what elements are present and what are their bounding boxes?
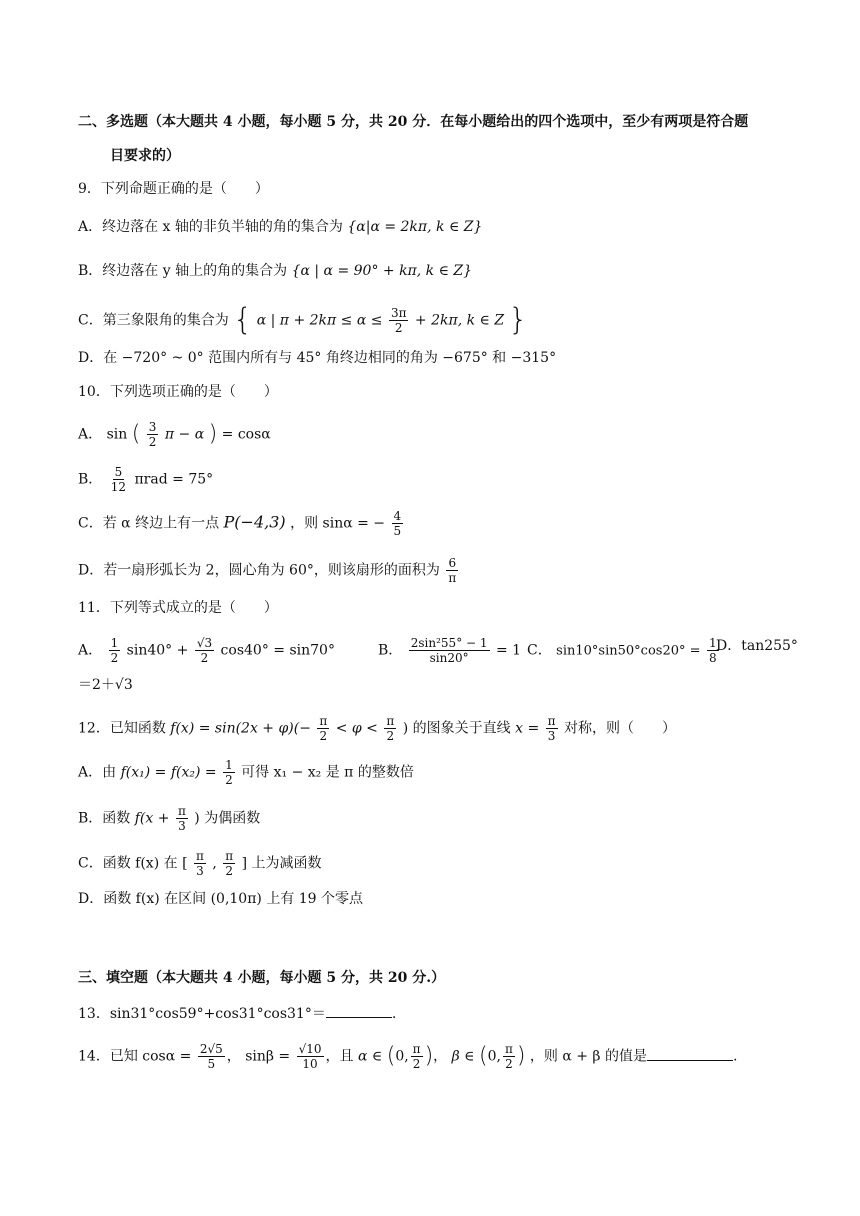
q12-f1-den: 2 (319, 729, 328, 743)
q14-int2-num: π (504, 1042, 513, 1056)
q12-c-f2-num: π (225, 849, 234, 863)
section-heading-continuation: 目要求的） (110, 148, 180, 164)
paren-open-icon: ( (131, 421, 141, 447)
q12-a-fraction (223, 758, 235, 787)
q12-stem-x: x = (515, 720, 540, 737)
q11-a-label: A． (78, 642, 103, 659)
q12-c-comma: , (212, 855, 217, 872)
q11-b-fraction (409, 636, 490, 665)
q9-c-text: C．第三象限角的集合为 (78, 312, 229, 329)
q14-sep2: ，且 (325, 1048, 354, 1065)
q14-cos-expr: cosα = (142, 1048, 192, 1065)
paren-close-icon: ) (424, 1043, 434, 1069)
section-heading-multiple-choice: 二、多选题（本大题共 4 小题，每小题 5 分，共 20 分．在每小题给出的四个选项中，至少有两项是符合题 (78, 114, 749, 130)
q13-end: . (391, 1006, 397, 1022)
q11-option-c (527, 636, 721, 665)
q10-a-frac-den: 2 (148, 435, 157, 449)
q10-d-frac-num: 6 (448, 556, 457, 570)
q10-option-b (78, 465, 213, 494)
q10-b-post: πrad = 75° (134, 471, 214, 488)
q12-a-post: 可得 x₁ − x₂ 是 π 的整数倍 (241, 764, 414, 781)
q14-cos-fraction (198, 1042, 225, 1071)
q12-stem-fraction-2 (384, 714, 396, 743)
q11-b-den: sin20° (429, 651, 469, 665)
q10-d-fraction (446, 556, 458, 585)
q12-stem-post: ) 的图象关于直线 (402, 720, 511, 737)
q11-option-d: D．tan255° (716, 638, 798, 654)
q9-a-set: {α|α = 2kπ, k ∈ Z} (347, 219, 483, 235)
question-11-stem: 11．下列等式成立的是（ ） (78, 600, 278, 616)
q11-a-fraction-1 (109, 636, 121, 665)
q10-option-c (78, 509, 405, 538)
q12-b-fraction (176, 804, 188, 833)
q12-c-fraction-2 (223, 849, 235, 878)
q14-sin-num: √10 (298, 1042, 322, 1056)
q12-a-expr: f(x₁) = f(x₂) = (120, 764, 217, 781)
q11-a-mid2: cos40° = sin70° (220, 642, 335, 659)
q11-a-f1-den: 2 (110, 651, 119, 665)
q14-int1-num: π (412, 1042, 421, 1056)
paren-open-icon: ( (478, 1043, 488, 1069)
q11-a-f2-den: 2 (200, 651, 209, 665)
q12-option-a (78, 758, 414, 787)
q12-f2-num: π (386, 714, 395, 728)
q12-b-expr: f(x + (134, 810, 170, 827)
q14-interval-fraction-1 (411, 1042, 423, 1071)
q12-c-f2-den: 2 (225, 864, 233, 878)
q10-c-frac-den: 5 (393, 524, 402, 538)
q14-sin-expr: sinβ = (245, 1048, 291, 1065)
q11-a-f2-num: √3 (196, 636, 213, 650)
q12-c-f1-den: 3 (196, 864, 204, 878)
q14-cos-den: 5 (207, 1057, 216, 1071)
question-12-stem (78, 714, 676, 743)
q10-b-label: B． (78, 471, 103, 488)
q10-b-fraction (109, 465, 128, 494)
q12-stem-end: 对称，则（ ） (563, 720, 676, 737)
q14-cos-num: 2√5 (199, 1042, 223, 1056)
q12-stem-fraction-1 (317, 714, 329, 743)
q14-interval-fraction-2 (503, 1042, 515, 1071)
q10-b-frac-den: 12 (110, 480, 127, 494)
q9-b-set: {α | α = 90° + kπ, k ∈ Z} (291, 263, 473, 279)
q10-c-frac-num: 4 (393, 509, 402, 523)
question-14 (78, 1042, 737, 1071)
q11-a-fraction-2 (195, 636, 214, 665)
paren-close-icon: ) (516, 1043, 526, 1069)
q14-int1-den: 2 (412, 1057, 421, 1071)
q12-stem-fraction-3 (546, 714, 558, 743)
q10-option-d (78, 556, 460, 585)
q10-a-rhs: = cosα (221, 426, 271, 443)
q10-a-frac-num: 3 (148, 420, 157, 434)
q11-c-frac-den: 8 (708, 651, 717, 665)
q10-a-label: A． (78, 426, 103, 443)
q12-b-pre: B．函数 (78, 810, 131, 827)
q14-answer-blank[interactable] (647, 1046, 733, 1061)
q12-a-frac-den: 2 (225, 773, 233, 787)
q12-f1-num: π (319, 714, 328, 728)
q10-a-fraction (147, 420, 159, 449)
q12-stem-func: f(x) = sin(2x + φ)(− (170, 720, 311, 737)
section-heading-fill-in: 三、填空题（本大题共 4 小题，每小题 5 分，共 20 分.） (78, 970, 446, 986)
q12-option-b (78, 804, 260, 833)
question-13 (78, 1003, 396, 1024)
q10-c-mid: ，则 (290, 515, 319, 532)
q11-b-num: 2sin²55° − 1 (410, 636, 488, 650)
brace-open-icon: { (233, 302, 253, 338)
q11-b-rhs: = 1 (495, 642, 522, 659)
q12-stem-mid: < φ < (335, 720, 378, 737)
q9-a-text: A．终边落在 x 轴的非负半轴的角的集合为 (78, 219, 343, 235)
q10-c-text: C．若 α 终边上有一点 (78, 515, 220, 532)
q10-option-a (78, 420, 271, 449)
question-9-stem: 9．下列命题正确的是（ ） (78, 181, 269, 197)
q12-option-d: D．函数 f(x) 在区间 (0,10π) 上有 19 个零点 (78, 891, 364, 907)
q14-end: . (732, 1048, 738, 1065)
q12-c-post: ] 上为减函数 (241, 855, 322, 872)
q11-c-frac-num: 1 (708, 636, 717, 650)
q13-text: 13．sin31°cos59°+cos31°cos31°＝ (78, 1006, 326, 1022)
q14-sin-fraction (297, 1042, 324, 1071)
q9-c-frac-num: 3π (390, 306, 407, 320)
q11-c-expr: sin10°sin50°cos20° = (556, 643, 701, 659)
q12-b-post: ) 为偶函数 (194, 810, 261, 827)
q11-a-mid1: sin40° + (126, 642, 189, 659)
q10-c-point: P(−4,3) (223, 512, 286, 532)
q12-c-f1-num: π (195, 849, 204, 863)
q9-b-text: B．终边落在 y 轴上的角的集合为 (78, 263, 288, 279)
q11-option-b (378, 636, 521, 665)
q9-option-d: D．在 −720° ~ 0° 范围内所有与 45° 角终边相同的角为 −675° 和 −315° (78, 350, 557, 366)
q11-c-label: C． (527, 642, 552, 659)
q9-option-c (78, 302, 528, 338)
q14-sep3: ， (433, 1048, 448, 1065)
q9-option-a (78, 217, 482, 237)
q12-c-pre: C．函数 f(x) 在 [ (78, 855, 188, 872)
q10-a-pre: sin (106, 426, 128, 443)
q11-option-d-continuation: ＝2＋√3 (78, 677, 133, 693)
q12-b-frac-den: 3 (178, 819, 186, 833)
q11-option-a (78, 636, 335, 665)
question-10-stem: 10．下列选项正确的是（ ） (78, 384, 278, 400)
q9-c-frac-den: 2 (394, 321, 403, 335)
q10-a-post: π − α (164, 426, 205, 443)
q12-f3-den: 3 (547, 729, 556, 743)
q12-stem-pre: 12．已知函数 (78, 720, 166, 737)
q12-a-frac-num: 1 (225, 758, 233, 772)
q9-c-left: α | π + 2kπ ≤ α ≤ (256, 312, 383, 329)
paren-open-icon: ( (386, 1043, 396, 1069)
q14-beta-in: β ∈ (451, 1048, 475, 1065)
q10-c-fraction (392, 509, 404, 538)
q11-a-f1-num: 1 (110, 636, 119, 650)
q14-sep1: ， (226, 1048, 241, 1065)
q9-option-b (78, 261, 472, 281)
q9-c-right: + 2kπ, k ∈ Z (414, 312, 505, 329)
q9-c-fraction (389, 306, 409, 335)
q11-b-label: B． (378, 642, 403, 659)
q12-option-c (78, 849, 322, 878)
paren-close-icon: ) (208, 421, 218, 447)
q10-b-frac-num: 5 (114, 465, 123, 479)
q12-b-frac-num: π (177, 804, 186, 818)
q14-post: ，则 α + β 的值是 (529, 1048, 647, 1065)
q12-f3-num: π (547, 714, 556, 728)
q13-answer-blank[interactable] (326, 1003, 392, 1018)
q12-f2-den: 2 (386, 729, 395, 743)
q14-int2: 0, (487, 1048, 501, 1065)
q14-int2-den: 2 (505, 1057, 513, 1071)
q14-pre: 14．已知 (78, 1048, 138, 1065)
q12-c-fraction-1 (194, 849, 206, 878)
q10-d-text: D．若一扇形弧长为 2，圆心角为 60°，则该扇形的面积为 (78, 562, 440, 579)
q10-c-expr: sinα = − (322, 515, 386, 532)
q10-d-frac-den: π (448, 571, 457, 585)
q14-alpha-in: α ∈ (357, 1048, 383, 1065)
q12-a-pre: A．由 (78, 764, 117, 781)
brace-close-icon: } (508, 302, 528, 338)
q14-int1: 0, (395, 1048, 409, 1065)
q14-sin-den: 10 (302, 1057, 318, 1071)
